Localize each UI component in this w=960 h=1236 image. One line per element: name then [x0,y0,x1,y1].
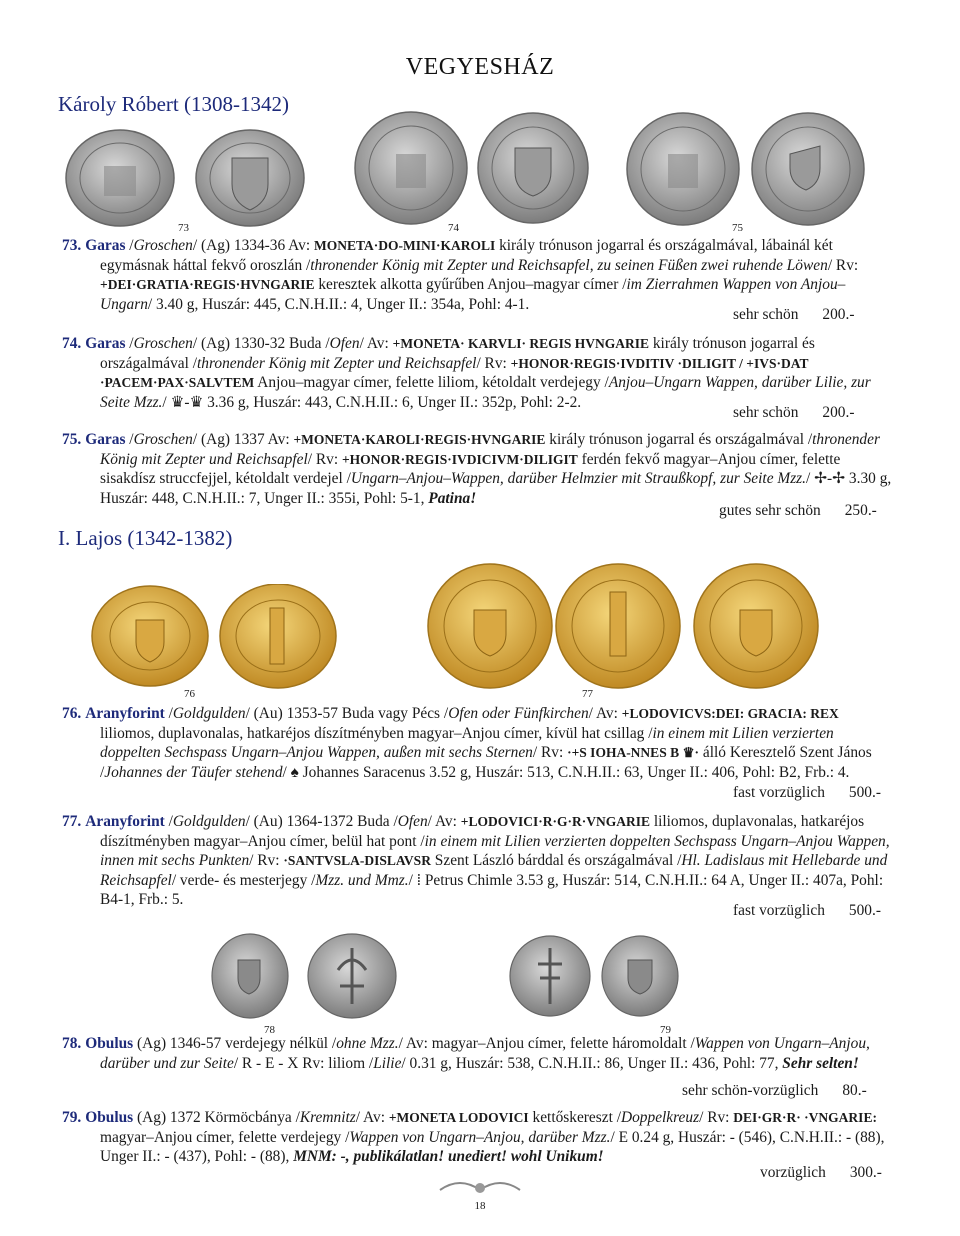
coin-name: Garas [85,335,126,352]
grade: sehr schön-vorzüglich [682,1082,819,1099]
text: / (Ag) 1337 Av: [192,431,294,448]
text: / Av: [427,813,461,830]
legend: +MONETA·KAROLI·REGIS·HVNGARIE [293,432,546,447]
coin-name: Obulus [85,1035,134,1052]
coin-image-74-obverse [350,108,472,228]
text: / Av: [355,1109,389,1126]
text: / [164,813,173,830]
text-de: Johannes der Täufer stehend [104,763,283,781]
legend: +HONOR·REGIS·IVDICIVM·DILIGIT [341,451,578,467]
text-de: thronender König mit Zepter und Reichsapfel [100,431,880,468]
text: király trónuson jogarral és országalmával / [545,431,813,448]
text: / 3.40 g, Huszár: 445, C.N.H.II.: 4, Unger II.: 354a, Pohl: 4-1. [147,295,530,313]
text: / [125,237,134,254]
coin-image-73-obverse [62,126,186,228]
price: 250.- [844,502,877,519]
legend: +HONOR·REGIS·IVDITIV ·DILIGIT / +IVS·DAT ·PACEM·PAX·SALVTEM [100,355,809,391]
text: király trónuson jogarral és országalmával, lábainál két egymásnak háttal fekvő oroszlán / [100,237,833,274]
lot-entry-76 [62,704,892,782]
coin-image-74-reverse [474,108,592,228]
lot-number: 77. [62,813,82,830]
legend: +MONETA· KARVLI· REGIS HVNGARIE [392,336,650,351]
text: / Av: [359,335,393,352]
grade-price-73 [733,306,854,324]
legend: ·+S IOHA-NNES B ♛· [567,745,700,761]
lot-entry-73 [62,236,892,314]
text-de: Groschen [133,335,193,352]
lot-entry-77 [62,812,892,910]
coin-image-76 [88,584,358,692]
text: / 0.31 g, Huszár: 538, C.N.H.II.: 86, Unger II.: 436, Pohl: 77, [401,1054,783,1072]
text-de: Wappen von Ungarn–Anjou, darüber und zur Seite [100,1035,870,1072]
grade: fast vorzüglich [733,784,825,801]
lot-entry-79 [62,1108,892,1167]
grade-price-77 [733,902,881,920]
text: Anjou–magyar címer, felette liliom, kétoldalt verdejegy / [254,374,609,392]
lot-number: 75. [62,431,82,448]
grade: sehr schön [733,404,799,421]
text: / ✢-✢ 3.30 g, Huszár: 448, C.N.H.II.: 7, Unger II.: 355i, Pohl: 5-1, [100,470,892,507]
legend: +LODOVICI·R·G·R·VNGARIE [460,814,650,829]
text: kettőskereszt / [528,1109,621,1126]
text: / ♠ Johannes Saracenus 3.52 g, Huszár: 513, C.N.H.II.: 63, Unger II.: 406, Pohl: B2, Frb.: 4. [282,763,850,781]
text: / verde- és mesterjegy / [171,871,316,889]
text: / Av: [588,705,622,722]
coin-number-73: 73 [178,222,189,234]
text: / Rv: [532,744,568,762]
text-de: Kremnitz [299,1109,356,1126]
text-de: in einem mit Lilien verzierten doppelten Sechspass Ungarn–Anjou Wappen, innen mit sechs Punkten [100,832,890,870]
legend: +LODOVICVS:DEI: GRACIA: REX [621,706,839,721]
text: / Rv: [699,1109,734,1126]
grade-price-79 [760,1164,882,1182]
text: / ⁞ Petrus Chimle 3.53 g, Huszár: 514, C.N.H.II.: 64 A, Unger II.: 407a, Pohl: B4-1, Frb.: 5. [100,871,884,909]
text: / Rv: [249,852,284,870]
grade: vorzüglich [760,1164,826,1181]
grade: sehr schön [733,306,799,323]
page-header-title: VEGYESHÁZ [405,54,555,80]
text-de: Lilie [373,1054,402,1072]
text: álló Keresztelő Szent János / [100,744,872,781]
text: király trónuson jogarral és országalmával / [100,335,815,372]
lot-number: 73. [62,237,82,254]
lot-number: 76. [62,705,82,722]
legend: ·SANTVSLA-DISLAVSR [283,853,431,869]
coin-number-74: 74 [448,222,459,234]
text-de: Anjou–Ungarn Wappen, darüber Lilie, zur Seite Mzz. [100,374,871,411]
text: / E 0.24 g, Huszár: - (546), C.N.H.II.: - (88), Unger II.: - (437), Pohl: - (88), [100,1128,885,1166]
text-de: im Zierrahmen Wappen von Anjou–Ungarn [100,276,846,313]
price: 80.- [842,1082,867,1099]
coin-image-77 [358,562,880,692]
text: Szent László bárddal és országalmával / [430,852,682,870]
text: liliomos, duplavonalas, hatkaréjos díszítményben magyar–Anjou címer, belül hat pont / [100,813,865,850]
text-de: Goldgulden [172,813,246,830]
remark: Patina! [428,489,477,507]
text: / (Ag) 1330-32 Buda / [192,335,330,352]
text: / Rv: [476,354,511,372]
text-de: Hl. Ladislaus mit Hellebarde und Reichsapfel [100,852,888,889]
text-de: Ungarn–Anjou–Wappen, darüber Helmzier mit Straußkopf, zur Seite Mzz. [350,470,807,488]
text: (Ag) 1372 Körmöcbánya / [133,1109,300,1126]
remark: Sehr selten! [782,1054,859,1072]
text-de: Mzz. und Mmz. [315,871,409,889]
text-de: Groschen [133,431,193,448]
lot-entry-74 [62,334,892,412]
price: 500.- [848,902,881,919]
lot-entry-75 [62,430,892,508]
coin-image-73-reverse [188,126,312,228]
coin-name: Aranyforint [85,813,165,830]
coin-image-75-reverse [746,110,870,228]
grade-price-75 [719,502,877,520]
coin-name: Aranyforint [85,705,165,722]
grade: gutes sehr schön [719,502,821,519]
text: ferdén fekvő magyar–Anjou címer, felette sisakdísz struccfejjel, kétoldalt verdejel / [100,450,841,488]
legend: +MONETA LODOVICI [388,1110,529,1125]
price: 200.- [822,306,855,323]
text: / [164,705,173,722]
coin-number-75: 75 [732,222,743,234]
price: 500.- [848,784,881,801]
text-de: Goldgulden [172,705,246,722]
lot-number: 74. [62,335,82,352]
text: / Av: magyar–Anjou címer, felette háromoldalt / [398,1035,695,1052]
text: / (Au) 1364-1372 Buda / [245,813,398,830]
grade-price-78 [682,1082,867,1100]
text-de: thronender König mit Zepter und Reichsapfel [197,354,477,372]
text: keresztek alkotta gyűrűben Anjou–magyar címer / [314,276,627,294]
lot-entry-78 [62,1034,892,1073]
text-de: Ofen oder Fünfkirchen [448,705,589,722]
text: / [125,335,134,352]
grade-price-76 [733,784,881,802]
text: / (Au) 1353-57 Buda vagy Pécs / [245,705,449,722]
remark: MNM: -, publikálatlan! unediert! wohl Unikum! [293,1148,604,1166]
price: 300.- [849,1164,882,1181]
text-de: Ofen [397,813,428,830]
page-number: 18 [474,1200,486,1212]
lot-number: 79. [62,1109,82,1126]
coin-image-75-obverse [622,110,744,228]
coin-image-78-79 [210,930,680,1022]
text-de: Groschen [133,237,193,254]
grade: fast vorzüglich [733,902,825,919]
footer-ornament-icon [430,1178,530,1198]
text-de: Wappen von Ungarn–Anjou, darüber Mzz. [349,1128,611,1146]
coin-number-77: 77 [582,688,593,700]
text: / (Ag) 1334-36 Av: [192,237,314,254]
text: (Ag) 1346-57 verdejegy nélkül / [133,1035,337,1052]
text-de: thronender König mit Zepter und Reichsapfel, zu seinen Füßen zwei ruhende Löwen [310,256,828,274]
text: / ♛-♛ 3.36 g, Huszár: 443, C.N.H.II.: 6, Unger II.: 352p, Pohl: 2-2. [162,393,582,411]
text: liliomos, duplavonalas, hatkaréjos díszítményben magyar–Anjou címer, kívül hat csillag / [100,724,653,742]
price: 200.- [822,404,855,421]
text: / R - E - X Rv: liliom / [233,1054,374,1072]
text-de: Ofen [329,335,360,352]
legend: MONETA·DO-MINI·KAROLI [313,238,496,253]
coin-name: Obulus [85,1109,134,1126]
text-de: ohne Mzz. [336,1035,399,1052]
text-de: Doppelkreuz [621,1109,700,1126]
legend: DEI·GR·R· ·VNGARIE: [733,1110,877,1125]
coin-name: Garas [85,237,126,254]
coin-number-78: 78 [264,1024,275,1036]
section-title-lajos: I. Lajos (1342-1382) [58,526,233,550]
text: magyar–Anjou címer, felette verdejegy / [100,1128,350,1146]
text: / Rv: [827,256,859,274]
section-title-karoly-robert: Károly Róbert (1308-1342) [58,92,289,116]
legend: +DEI·GRATIA·REGIS·HVNGARIE [100,277,315,293]
coin-number-79: 79 [660,1024,671,1036]
grade-price-74 [733,404,854,422]
text-de: in einem mit Lilien verzierten doppelten Sechspass Ungarn–Anjou Wappen, außen mit sechs Sternen [100,724,834,762]
text: / Rv: [307,450,342,468]
coin-number-76: 76 [184,688,195,700]
lot-number: 78. [62,1035,82,1052]
coin-name: Garas [85,431,126,448]
text: / [125,431,134,448]
